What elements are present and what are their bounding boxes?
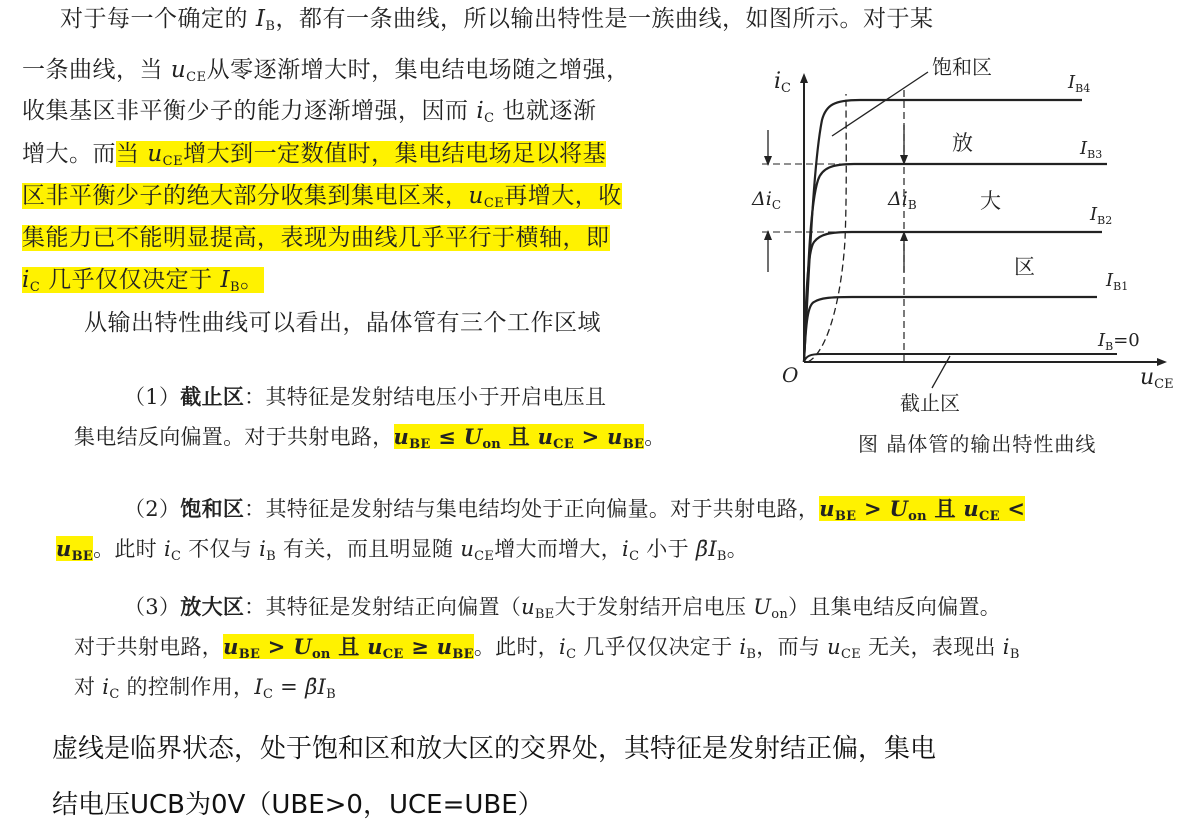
delta-ic-label: $\Delta i_C$ xyxy=(752,188,781,212)
figure-caption: 图 晶体管的输出特性曲线 xyxy=(858,432,1097,456)
origin-label: O xyxy=(782,363,799,387)
saturation-condition: $u_{BE} > U_{on}$ 且 $u_{CE}$ < xyxy=(819,496,1026,524)
curve-label-ib0: $I_B=0$ xyxy=(1098,330,1140,353)
paragraph1-line6 xyxy=(22,221,610,255)
saturation-condition-cont: $u_{BE}$ xyxy=(56,536,94,564)
y-axis-label: iC xyxy=(774,69,791,96)
paragraph1-line7 xyxy=(22,263,264,305)
x-axis-label: uCE xyxy=(1140,365,1174,392)
saturation-line2: $u_{BE}$。此时 $i_C$ 不仅与 $i_B$ 有关，而且明显随 $u_{CE}$增大而增大，$i_C$ 小于 $\betāI_B$。 xyxy=(56,536,749,564)
curve-ib0 xyxy=(804,354,1117,362)
highlight: 当 $u_{CE}$增大到一定数值时，集电结电场足以将基 xyxy=(116,141,607,169)
cutoff-name: 截止区 xyxy=(180,384,245,409)
cutoff-condition: $u_{BE} \le U_{on}$ 且 $u_{CE} > u_{BE}$ xyxy=(393,424,645,452)
curve-label-ib2: $I_{B2}$ xyxy=(1090,204,1113,227)
paragraph1-line4: 增大。而当 $u_{CE}$增大到一定数值时，集电结电场足以将基 xyxy=(22,141,607,169)
amp-char-3: 区 xyxy=(1014,255,1035,279)
amp-char-1: 放 xyxy=(952,131,973,155)
saturation-line1: （2）饱和区：其特征是发射结与集电结均处于正向偏量。对于共射电路，$u_{BE} > U_{on}$ 且 $u_{CE}$ < xyxy=(124,496,1026,524)
paragraph1-line3: 收集基区非平衡少子的能力逐渐增强，因而 $i_C$ 也就逐渐 xyxy=(22,98,597,126)
saturation-name: 饱和区 xyxy=(180,496,245,521)
curve-label-ib3: $I_{B3}$ xyxy=(1080,138,1103,161)
note-line2: 结电压UCB为0V（UBE>0，UCE=UBE） xyxy=(52,790,544,820)
delta-ib-label: $\Delta i_B$ xyxy=(888,188,917,212)
amplification-name: 放大区 xyxy=(180,594,245,619)
cutoff-line1: （1）截止区：其特征是发射结电压小于开启电压且 xyxy=(124,384,607,409)
highlight: 集能力已不能明显提高，表现为曲线几乎平行于横轴，即 xyxy=(22,225,610,251)
amplification-condition: $u_{BE} > U_{on}$ 且 $u_{CE} \ge u_{BE}$ xyxy=(223,634,474,662)
highlight: 区非平衡少子的绝大部分收集到集电区来，$u_{CE}$再增大，收 xyxy=(22,183,622,211)
output-characteristic-figure xyxy=(742,50,1182,420)
paragraph1-line1: 对于每一个确定的 $I_B$，都有一条曲线，所以输出特性是一族曲线，如图所示。对于某 xyxy=(60,6,934,34)
cutoff-label: 截止区 xyxy=(900,391,960,415)
highlight: $i_C$ 几乎仅仅决定于 $I_B$。 xyxy=(22,267,264,295)
paragraph1-line5 xyxy=(22,179,622,221)
cutoff-line2: 集电结反向偏置。对于共射电路，$u_{BE} \le U_{on}$ 且 $u_{CE} > u_{BE}$。 xyxy=(74,424,666,452)
curve-label-ib1: $I_{B1}$ xyxy=(1106,270,1129,293)
paragraph1-line2: 一条曲线，当 $u_{CE}$从零逐渐增大时，集电结电场随之增强， xyxy=(22,57,630,85)
saturation-boundary xyxy=(808,94,846,362)
curve-ib3 xyxy=(804,164,1107,362)
cutoff-leader xyxy=(932,356,950,388)
amplification-line1: （3）放大区：其特征是发射结正向偏置（$u_{BE}$大于发射结开启电压 $U_{on}$）且集电结反向偏置。 xyxy=(124,594,1002,622)
amp-char-2: 大 xyxy=(980,189,1001,213)
curve-label-ib4: $I_{B4}$ xyxy=(1068,72,1091,95)
note-line1: 虚线是临界状态，处于饱和区和放大区的交界处，其特征是发射结正偏，集电 xyxy=(52,734,937,764)
saturation-label: 饱和区 xyxy=(932,55,992,79)
curve-ib1 xyxy=(804,297,1097,362)
amplification-line3: 对 $i_C$ 的控制作用，$I_C$ = $\betāI_B$ xyxy=(74,675,336,702)
paragraph2: 从输出特性曲线可以看出，晶体管有三个工作区域 xyxy=(84,310,601,336)
amplification-line2: 对于共射电路，$u_{BE} > U_{on}$ 且 $u_{CE} \ge u_{BE}$。此时，$i_C$ 几乎仅仅决定于 $i_B$，而与 $u_{CE}$ 无关，表现出 $i_B$ xyxy=(74,634,1020,662)
